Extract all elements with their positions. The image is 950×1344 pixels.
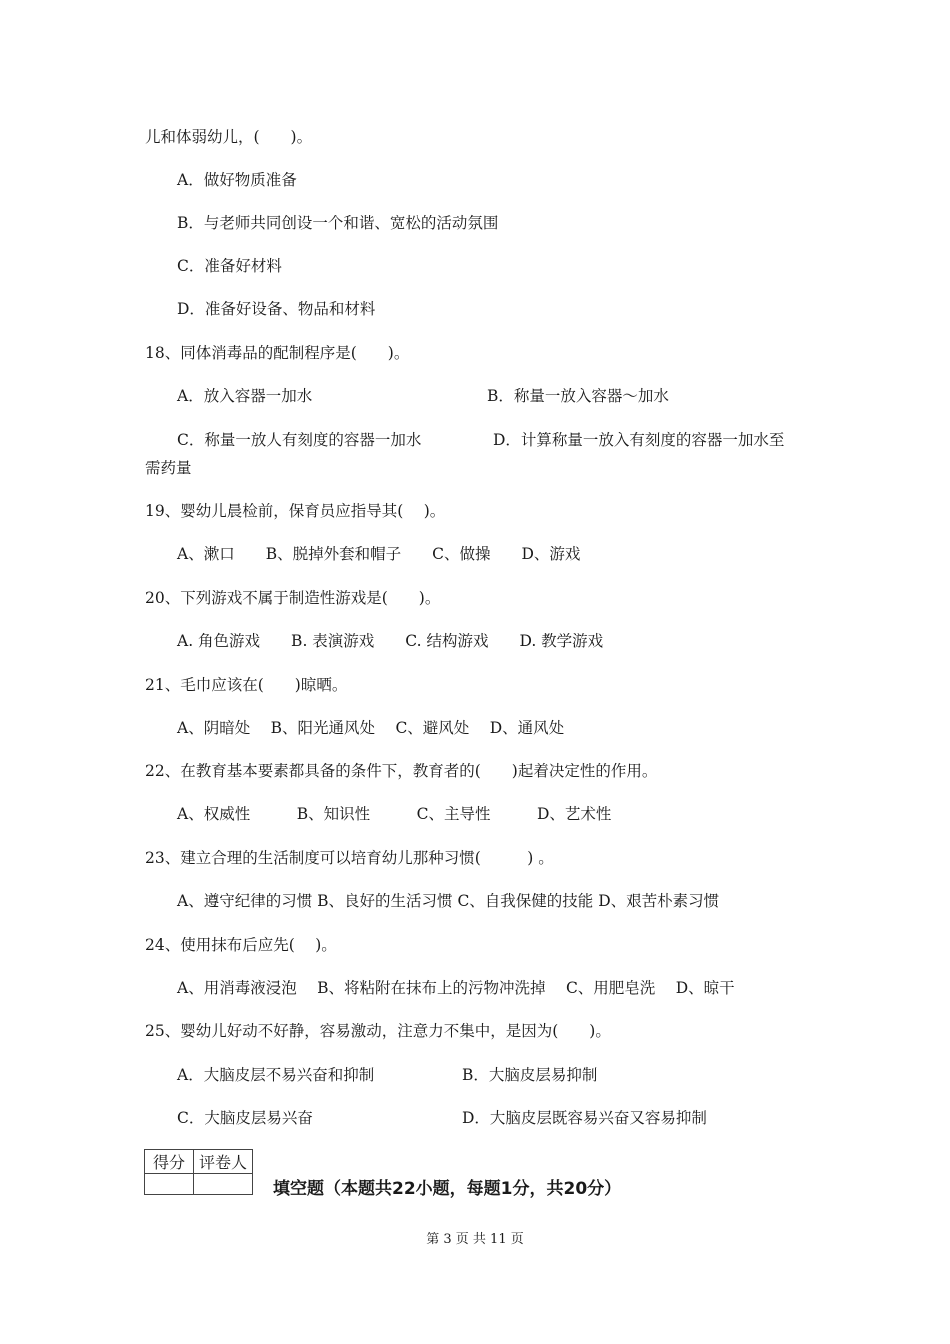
q18-option-d: D．计算称量一放入有刻度的容器一加水至	[493, 431, 785, 449]
q17-option-a: A．做好物质准备	[177, 171, 297, 189]
q18-option-c: C．称量一放人有刻度的容器一加水	[177, 431, 422, 449]
q19-stem: 19、婴幼儿晨检前，保育员应指导其( )。	[145, 502, 446, 520]
q18-option-a: A．放入容器一加水	[177, 387, 313, 405]
q22-options: A、权威性 B、知识性 C、主导性 D、艺术性	[177, 805, 612, 823]
q20-options: A. 角色游戏 B. 表演游戏 C. 结构游戏 D. 教学游戏	[177, 632, 604, 650]
q25-option-a: A．大脑皮层不易兴奋和抑制	[177, 1066, 375, 1084]
q18-option-b: B．称量一放入容器～加水	[487, 387, 669, 405]
q17-option-c: C．准备好材料	[177, 257, 282, 275]
grader-cell	[194, 1174, 253, 1195]
q24-options: A、用消毒液浸泡 B、将粘附在抹布上的污物冲洗掉 C、用肥皂洗 D、晾干	[177, 979, 735, 997]
question-17-continuation: 儿和体弱幼儿，( )。	[145, 128, 313, 146]
q25-option-c: C．大脑皮层易兴奋	[177, 1109, 313, 1127]
section-title: 填空题（本题共22小题，每题1分，共20分）	[273, 1179, 622, 1199]
q23-stem: 23、建立合理的生活制度可以培育幼儿那种习惯( ) 。	[145, 849, 554, 867]
q20-stem: 20、下列游戏不属于制造性游戏是( )。	[145, 589, 441, 607]
q18-stem: 18、同体消毒品的配制程序是( )。	[145, 344, 410, 362]
score-cell	[145, 1174, 194, 1195]
q21-options: A、阴暗处 B、阳光通风处 C、避风处 D、通风处	[177, 719, 565, 737]
score-header: 得分	[145, 1150, 194, 1174]
q22-stem: 22、在教育基本要素都具备的条件下，教育者的( )起着决定性的作用。	[145, 762, 658, 780]
q19-options: A、漱口 B、脱掉外套和帽子 C、做操 D、游戏	[177, 545, 581, 563]
q21-stem: 21、毛巾应该在( )晾晒。	[145, 676, 348, 694]
q25-option-d: D．大脑皮层既容易兴奋又容易抑制	[462, 1109, 707, 1127]
q18-option-d-cont: 需药量	[145, 459, 192, 477]
q25-stem: 25、婴幼儿好动不好静，容易激动，注意力不集中，是因为( )。	[145, 1022, 611, 1040]
grader-header: 评卷人	[194, 1150, 253, 1174]
q17-option-b: B．与老师共同创设一个和谐、宽松的活动氛围	[177, 214, 499, 232]
q23-options: A、遵守纪律的习惯 B、良好的生活习惯 C、自我保健的技能 D、艰苦朴素习惯	[177, 892, 720, 910]
q25-option-b: B．大脑皮层易抑制	[462, 1066, 598, 1084]
score-table	[144, 1149, 253, 1195]
q17-option-d: D．准备好设备、物品和材料	[177, 300, 376, 318]
q24-stem: 24、使用抹布后应先( )。	[145, 936, 337, 954]
page-footer: 第 3 页 共 11 页	[426, 1232, 524, 1247]
